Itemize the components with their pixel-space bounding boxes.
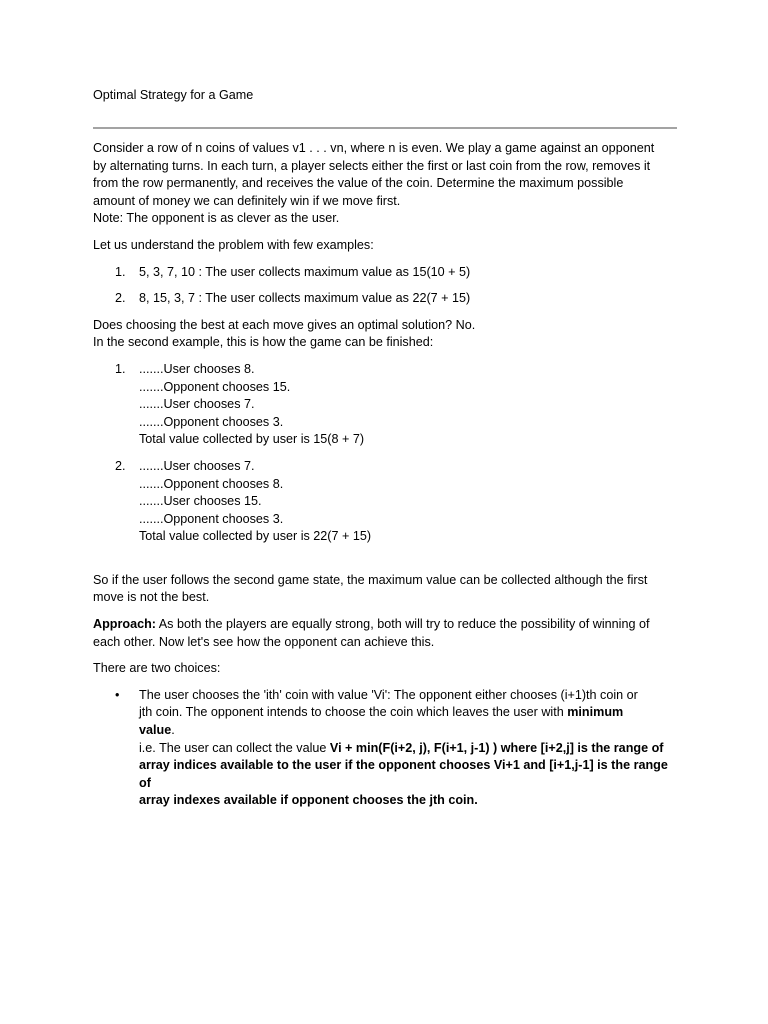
bullet-icon: • (115, 687, 120, 702)
choice-formula: Vi + min(F(i+2, j), F(i+1, j-1) ) where [i+2,j] is the range of (329, 740, 664, 755)
game-item (93, 361, 677, 449)
approach-label: Approach: (93, 617, 156, 632)
game-total: Total value collected by user is 22(7 + 15) (139, 529, 372, 544)
game-total: Total value collected by user is 15(8 + 7) (139, 432, 365, 447)
games-list (93, 361, 677, 546)
intro-line: from the row permanently, and receives the value of the coin. Determine the maximum possible (93, 176, 624, 191)
approach-paragraph (93, 616, 677, 651)
approach-line: each other. Now let's see how the opponent can achieve this. (93, 634, 435, 649)
game-step: .......User chooses 8. (139, 361, 255, 376)
choice-line: jth coin. The opponent intends to choose the coin which leaves the user with (139, 705, 568, 720)
page-title: Optimal Strategy for a Game (93, 88, 254, 102)
game-step: .......User chooses 7. (139, 397, 255, 412)
game-step: .......Opponent chooses 15. (139, 379, 291, 394)
title-divider (93, 127, 677, 129)
intro-note: Note: The opponent is as clever as the user. (93, 211, 340, 226)
choice-punctuation: . (171, 723, 175, 738)
choice-line: The user chooses the 'ith' coin with value 'Vi': The opponent either chooses (i+1)th coin or (139, 687, 638, 702)
greedy-question: Does choosing the best at each move gives an optimal solution? No. (93, 317, 476, 332)
list-number: 1. (115, 264, 126, 279)
intro-line: amount of money we can definitely win if we move first. (93, 193, 401, 208)
game-step: .......Opponent chooses 3. (139, 414, 284, 429)
greedy-paragraph (93, 317, 677, 352)
game-item (93, 458, 677, 546)
intro-paragraph (93, 140, 677, 228)
choice-emphasis: value (139, 723, 172, 738)
game-step: .......Opponent chooses 3. (139, 511, 284, 526)
list-number: 2. (115, 458, 126, 473)
examples-list (93, 264, 677, 308)
game-step: .......User chooses 15. (139, 494, 262, 509)
conclusion-paragraph (93, 572, 677, 607)
list-number: 1. (115, 361, 126, 376)
example-item (93, 290, 677, 308)
intro-line: by alternating turns. In each turn, a player selects either the first or last coin from the row, removes it (93, 158, 651, 173)
article-body (93, 140, 677, 810)
example-text: 5, 3, 7, 10 : The user collects maximum value as 15(10 + 5) (139, 264, 471, 279)
conclusion-line: So if the user follows the second game state, the maximum value can be collected although the first (93, 572, 648, 587)
example-item (93, 264, 677, 282)
approach-line: As both the players are equally strong, both will try to reduce the possibility of winning of (155, 617, 650, 632)
choice-emphasis: minimum (567, 705, 624, 720)
intro-line: Consider a row of n coins of values v1 . . . vn, where n is even. We play a game against an opponent (93, 141, 655, 155)
choices-list (93, 687, 677, 810)
examples-intro: Let us understand the problem with few examples: (93, 237, 374, 252)
game-step: .......Opponent chooses 8. (139, 476, 284, 491)
choice-line: i.e. The user can collect the value (139, 740, 330, 755)
conclusion-line: move is not the best. (93, 590, 210, 605)
greedy-followup: In the second example, this is how the game can be finished: (93, 335, 434, 350)
choices-intro: There are two choices: (93, 661, 221, 676)
choice-formula: array indexes available if opponent chooses the jth coin. (139, 793, 478, 808)
choice-item (93, 687, 677, 810)
example-text: 8, 15, 3, 7 : The user collects maximum value as 22(7 + 15) (139, 291, 471, 306)
choice-formula: array indices available to the user if the opponent chooses Vi+1 and [i+1,j-1] is the range of (139, 758, 668, 790)
game-step: .......User chooses 7. (139, 458, 255, 473)
list-number: 2. (115, 291, 126, 306)
